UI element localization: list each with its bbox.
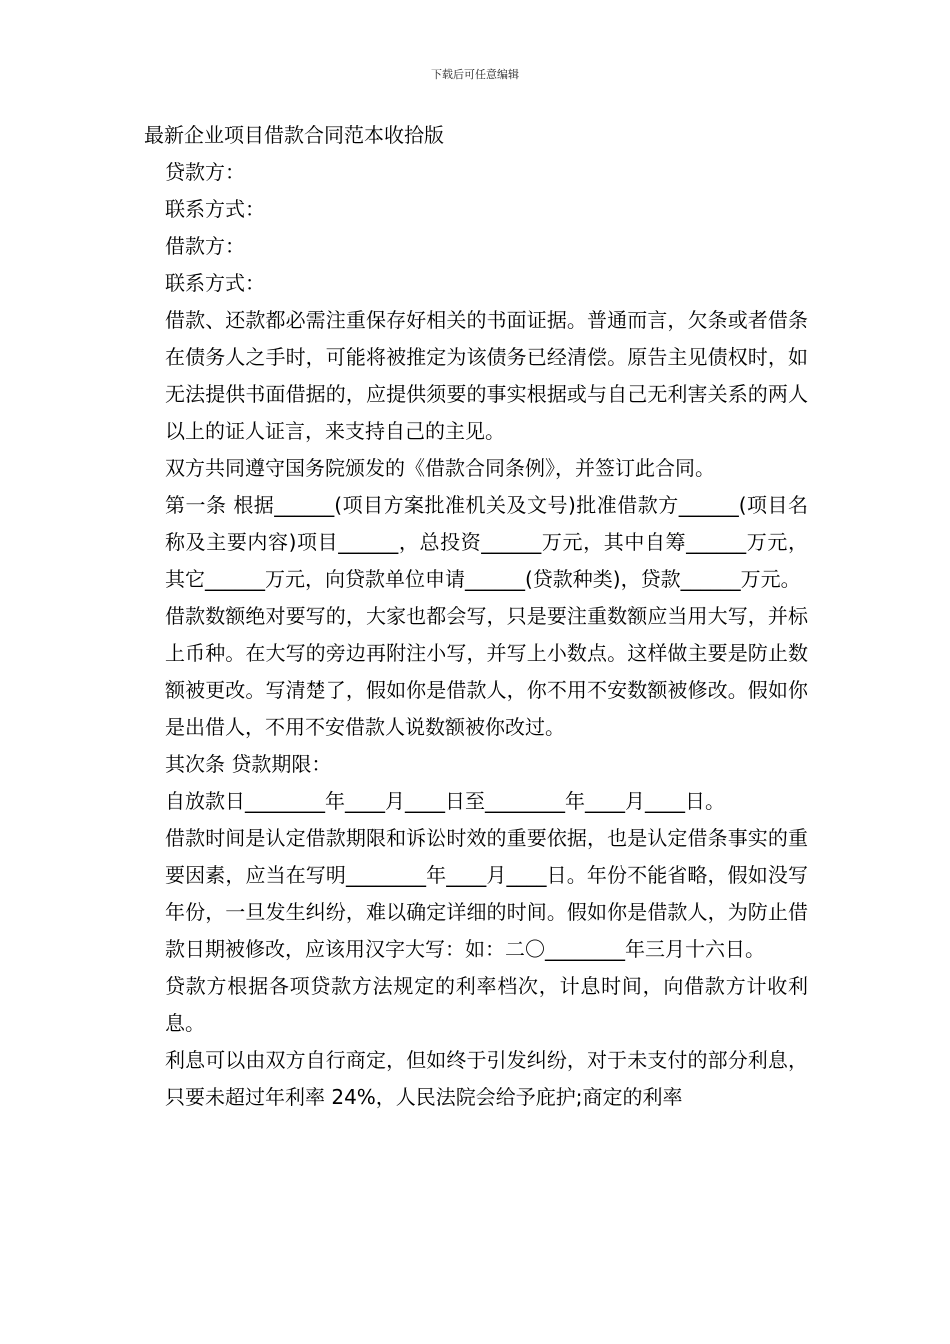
paragraph-regulation: 双方共同遵守国务院颁发的《借款合同条例》，并签订此合同。 xyxy=(165,456,715,480)
document-body xyxy=(144,117,808,1116)
lender-label: 贷款方： xyxy=(165,160,245,184)
paragraph-amount: 借款数额绝对要写的，大家也都会写，只是要注重数额应当用大写，并标上币种。在大写的旁边再附注小写，并写上小数点。这样做主要是防止数额被更改。写清楚了，假如你是借款人，你不用不安数额被修改。假如你是出借人，不用不安借款人说数额被你改过。 xyxy=(165,604,808,739)
paragraph-interest-rate: 贷款方根据各项贷款方法规定的利率档次，计息时间，向借款方计收利息。 xyxy=(165,974,808,1035)
paragraph-date: 借款时间是认定借款期限和诉讼时效的重要依据，也是认定借条事实的重要因素，应当在写明________年____月____日。年份不能省略，假如没写年份，一旦发生纠纷，难以确定详细的时间。假如你是借款人，为防止借款日期被修改，应该用汉字大写：如：二〇________年三月十六日。 xyxy=(165,826,808,961)
document-title: 最新企业项目借款合同范本收拾版 xyxy=(144,123,444,147)
lender-contact-label: 联系方式： xyxy=(165,197,265,221)
paragraph-interest-agreement: 利息可以由双方自行商定，但如终于引发纠纷，对于未支付的部分利息，只要未超过年利率 24%，人民法院会给予庇护;商定的利率 xyxy=(165,1048,808,1109)
page-header: 下载后可任意编辑 xyxy=(431,68,519,81)
borrower-contact-label: 联系方式： xyxy=(165,271,265,295)
paragraph-evidence: 借款、还款都必需注重保存好相关的书面证据。普通而言，欠条或者借条在债务人之手时，可能将被推定为该债务已经清偿。原告主见债权时，如无法提供书面借据的，应提供须要的事实根据或与自己无利害关系的两人以上的证人证言，来支持自己的主见。 xyxy=(165,308,808,443)
borrower-label: 借款方： xyxy=(165,234,245,258)
loan-period: 自放款日________年____月____日至________年____月____日。 xyxy=(165,789,725,813)
article-one: 第一条 根据______(项目方案批准机关及文号)批准借款方______(项目名称及主要内容)项目______，总投资______万元，其中自筹______万元，其它______万元，向贷款单位申请______(贷款种类)，贷款______万元。 xyxy=(165,493,808,591)
article-two: 其次条 贷款期限： xyxy=(165,752,332,776)
